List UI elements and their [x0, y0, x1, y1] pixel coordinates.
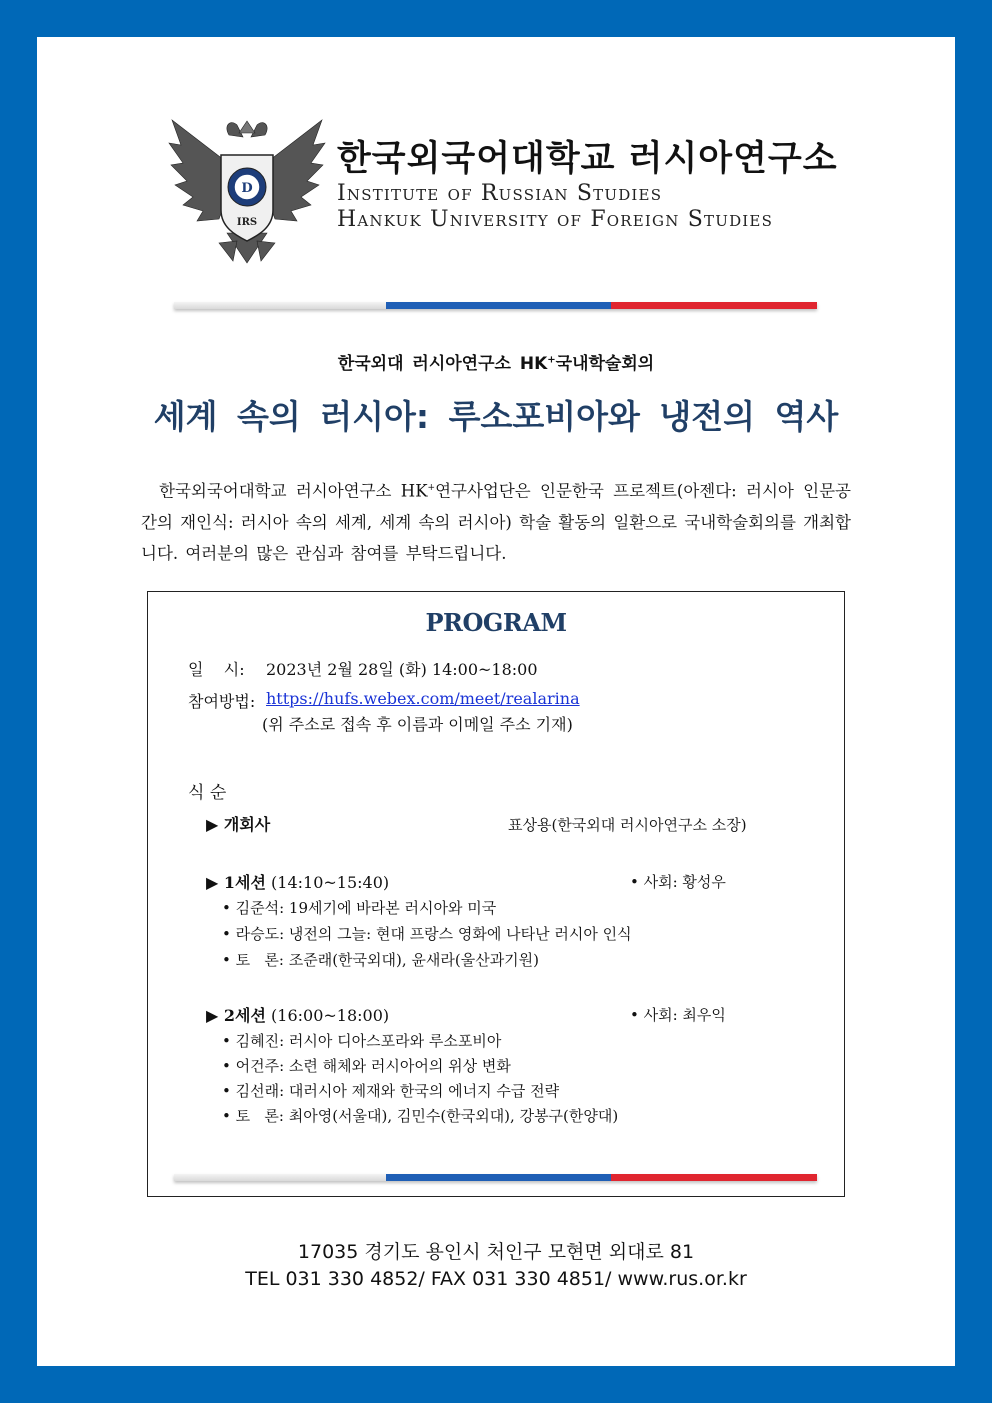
session2-item: • 어건주: 소련 해체와 러시아어의 위상 변화: [222, 1057, 511, 1075]
bottom-tricolor-stripe: [174, 1174, 817, 1181]
svg-text:D: D: [241, 181, 253, 196]
emblem-label: IRS: [236, 217, 258, 228]
stripe-red: [611, 1174, 817, 1181]
opening-speaker: 표상용(한국외대 러시아연구소 소장): [508, 816, 747, 834]
poster: [37, 37, 955, 1366]
university-english-name: Hankuk University of Foreign Studies: [337, 207, 774, 232]
footer-address: 17035 경기도 용인시 처인구 모현면 외대로 81: [297, 1241, 695, 1263]
double-headed-eagle-emblem-icon: [167, 115, 327, 265]
session2-header: ▶ 2세션 (16:00~18:00): [206, 1006, 390, 1025]
session1-header: ▶ 1세션 (14:10~15:40): [206, 873, 390, 892]
institute-logo: [167, 115, 838, 265]
webex-link[interactable]: https://hufs.webex.com/meet/realarina: [266, 689, 580, 708]
date-label: 일 시:: [188, 660, 245, 679]
conference-title: 세계 속의 러시아: 루소포비아와 냉전의 역사: [153, 397, 839, 436]
stripe-blue: [386, 1174, 611, 1181]
method-note: (위 주소로 접속 후 이름과 이메일 주소 기재): [262, 715, 573, 734]
top-tricolor-stripe: [174, 302, 817, 309]
institute-korean-name: 한국외국어대학교 러시아연구소: [337, 139, 838, 179]
session1-item: • 김준석: 19세기에 바라본 러시아와 미국: [222, 899, 497, 917]
session1-moderator: • 사회: 황성우: [630, 873, 726, 891]
session1-item: • 라승도: 냉전의 그늘: 현대 프랑스 영화에 나타난 러시아 인식: [222, 925, 632, 943]
session2-discussion: • 토 론: 최아영(서울대), 김민수(한국외대), 강봉구(한양대): [222, 1107, 619, 1125]
program-heading: PROGRAM: [425, 608, 567, 637]
opening-label: ▶ 개회사: [206, 815, 271, 834]
date-value: 2023년 2월 28일 (화) 14:00~18:00: [266, 660, 538, 679]
method-label: 참여방법:: [188, 692, 256, 711]
session2-item: • 김선래: 대러시아 제재와 한국의 에너지 수급 전략: [222, 1082, 560, 1100]
order-label: 식 순: [188, 783, 227, 803]
conference-subtitle: 한국외대 러시아연구소 HK+국내학술회의: [337, 354, 655, 374]
institute-english-name: Institute of Russian Studies: [337, 181, 663, 206]
footer-contact: TEL 031 330 4852/ FAX 031 330 4851/ www.rus.or.kr: [245, 1268, 747, 1290]
session1-discussion: • 토 론: 조준래(한국외대), 윤새라(울산과기원): [222, 951, 540, 969]
stripe-white: [174, 1174, 386, 1181]
stripe-blue: [386, 302, 611, 309]
session2-moderator: • 사회: 최우익: [630, 1006, 726, 1024]
program-box: [147, 591, 845, 1197]
session2-item: • 김혜진: 러시아 디아스포라와 루소포비아: [222, 1032, 502, 1050]
stripe-white: [174, 302, 386, 309]
stripe-red: [611, 302, 817, 309]
intro-paragraph: 한국외국어대학교 러시아연구소 HK+연구사업단은 인문한국 프로젝트(아젠다: 러시아 인문공간의 재인식: 러시아 속의 세계, 세계 속의 러시아) 학술 활동의 일환으로 국내학술회의를 개최합니다. 여러분의 많은 관심과 참여를 부탁드립니다.: [141, 481, 851, 563]
